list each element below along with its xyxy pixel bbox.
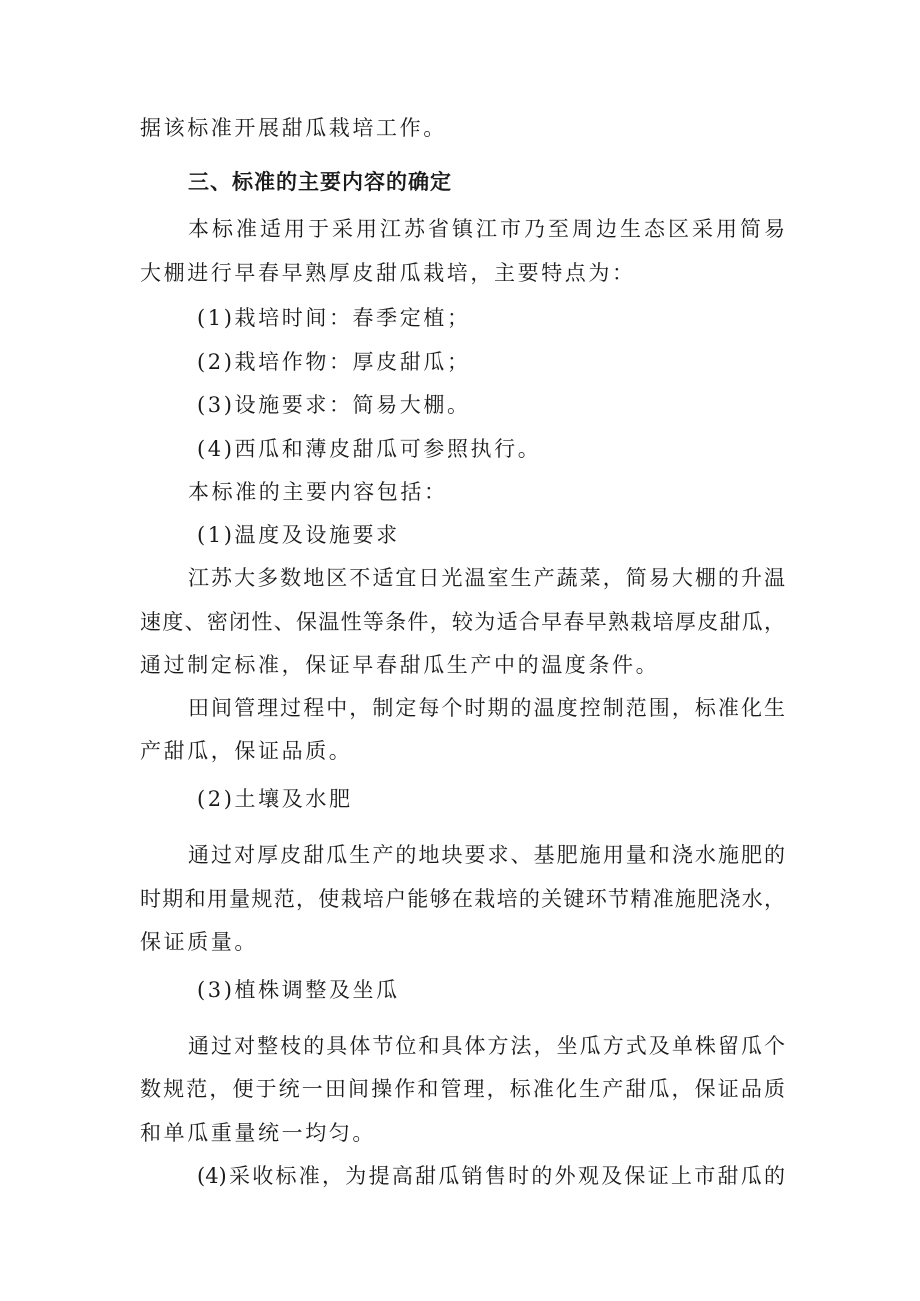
list-item: (2)栽培作物：厚皮甜瓜； bbox=[197, 350, 471, 374]
paragraph-line: 产甜瓜，保证品质。 bbox=[140, 739, 353, 763]
paragraph-line: 保证质量。 bbox=[140, 930, 258, 954]
subsection-title: (1)温度及设施要求 bbox=[197, 523, 400, 547]
section-heading: 三、标准的主要内容的确定 bbox=[188, 170, 452, 194]
paragraph-line: 时期和用量规范，使栽培户能够在栽培的关键环节精准施肥浇水， bbox=[140, 887, 785, 911]
list-item: (3)设施要求：简易大棚。 bbox=[197, 393, 471, 417]
subsection-title: (3)植株调整及坐瓜 bbox=[197, 978, 400, 1002]
paragraph-line: 本标准的主要内容包括： bbox=[188, 480, 448, 504]
paragraph-line: 田间管理过程中，制定每个时期的温度控制范围，标准化生 bbox=[188, 696, 785, 720]
paragraph-line: 通过对整枝的具体节位和具体方法，坐瓜方式及单株留瓜个 bbox=[188, 1034, 785, 1058]
paragraph-line: 通过对厚皮甜瓜生产的地块要求、基肥施用量和浇水施肥的 bbox=[188, 843, 785, 867]
paragraph-line: 本标准适用于采用江苏省镇江市乃至周边生态区采用简易 bbox=[188, 217, 785, 241]
paragraph-line: 数规范，便于统一田间操作和管理，标准化生产甜瓜，保证品质 bbox=[140, 1077, 785, 1101]
paragraph-line: 大棚进行早春早熟厚皮甜瓜栽培，主要特点为： bbox=[140, 261, 636, 285]
list-item: (4)西瓜和薄皮甜瓜可参照执行。 bbox=[197, 437, 542, 461]
subsection-title: (4)采收标准，为提高甜瓜销售时的外观及保证上市甜瓜的 bbox=[197, 1164, 785, 1188]
paragraph-line: 速度、密闭性、保温性等条件，较为适合早春早熟栽培厚皮甜瓜， bbox=[140, 610, 785, 634]
subsection-title: (2)土壤及水肥 bbox=[197, 787, 353, 811]
list-item: (1)栽培时间：春季定植； bbox=[197, 306, 471, 330]
paragraph-line: 通过制定标准，保证早春甜瓜生产中的温度条件。 bbox=[140, 653, 660, 677]
paragraph-line: 和单瓜重量统一均匀。 bbox=[140, 1121, 376, 1145]
paragraph-line: 江苏大多数地区不适宜日光温室生产蔬菜，简易大棚的升温 bbox=[188, 566, 785, 590]
text-line-continuation: 据该标准开展甜瓜栽培工作。 bbox=[140, 116, 447, 140]
